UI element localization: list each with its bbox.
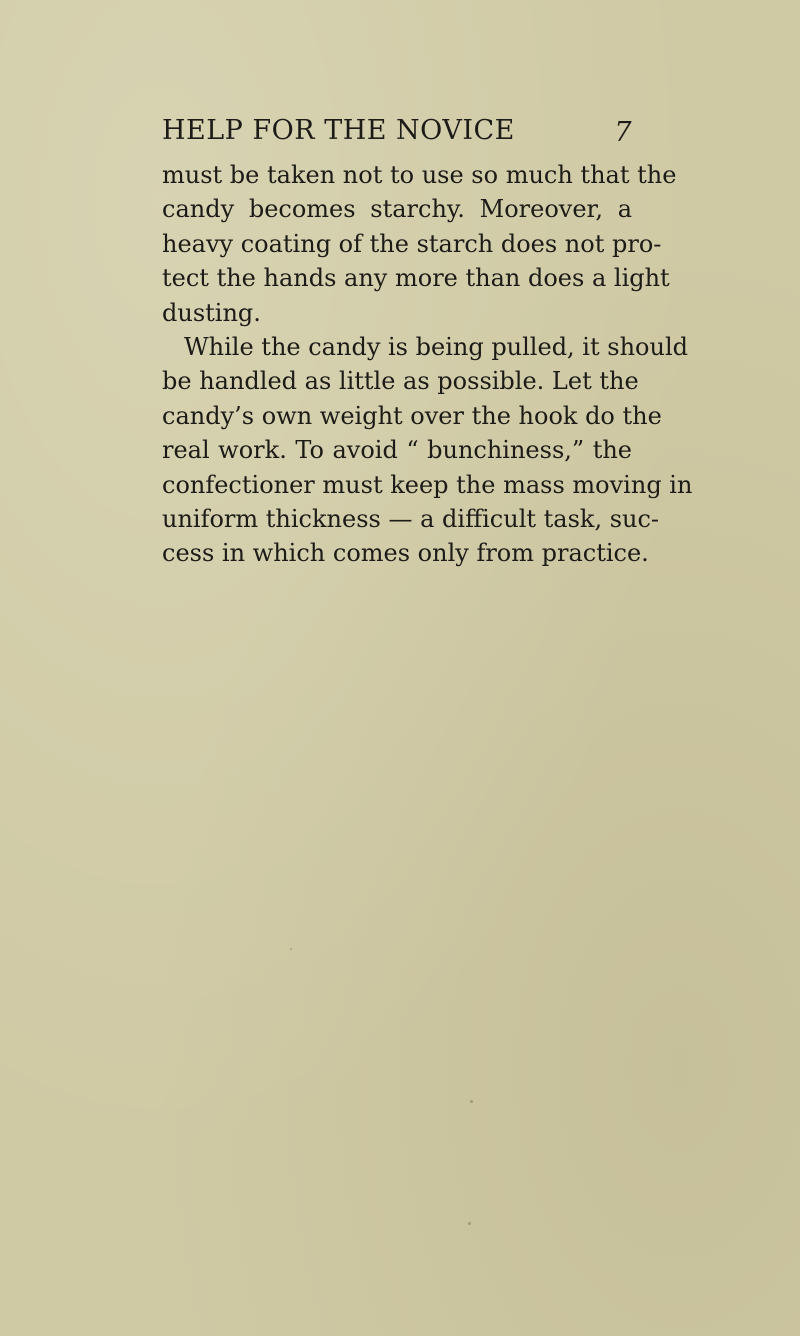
text-line: be handled as little as possible. Let the bbox=[162, 367, 639, 396]
text-line: dusting. bbox=[162, 298, 261, 327]
text-line: tect the hands any more than does a light bbox=[162, 264, 670, 293]
text-line: candy’s own weight over the hook do the bbox=[162, 401, 662, 430]
text-line: must be taken not to use so much that the bbox=[162, 161, 677, 189]
body-text bbox=[162, 158, 693, 571]
text-line: uniform thickness — a difficult task, suc- bbox=[162, 504, 660, 533]
running-head bbox=[162, 115, 632, 155]
paper-speck bbox=[470, 1100, 473, 1103]
page-number: 7 bbox=[614, 117, 632, 148]
text-line: confectioner must keep the mass moving in bbox=[162, 470, 693, 499]
text-line: While the candy is being pulled, it should bbox=[184, 332, 688, 361]
running-head-title: HELP FOR THE NOVICE bbox=[162, 115, 515, 146]
text-line: cess in which comes only from practice. bbox=[162, 539, 649, 568]
paper-speck bbox=[290, 948, 292, 950]
text-line: candy becomes starchy. Moreover, a bbox=[162, 195, 632, 224]
paper-speck bbox=[468, 1222, 471, 1225]
text-line: heavy coating of the starch does not pro- bbox=[162, 229, 662, 258]
text-line: real work. To avoid “ bunchiness,” the bbox=[162, 436, 632, 465]
